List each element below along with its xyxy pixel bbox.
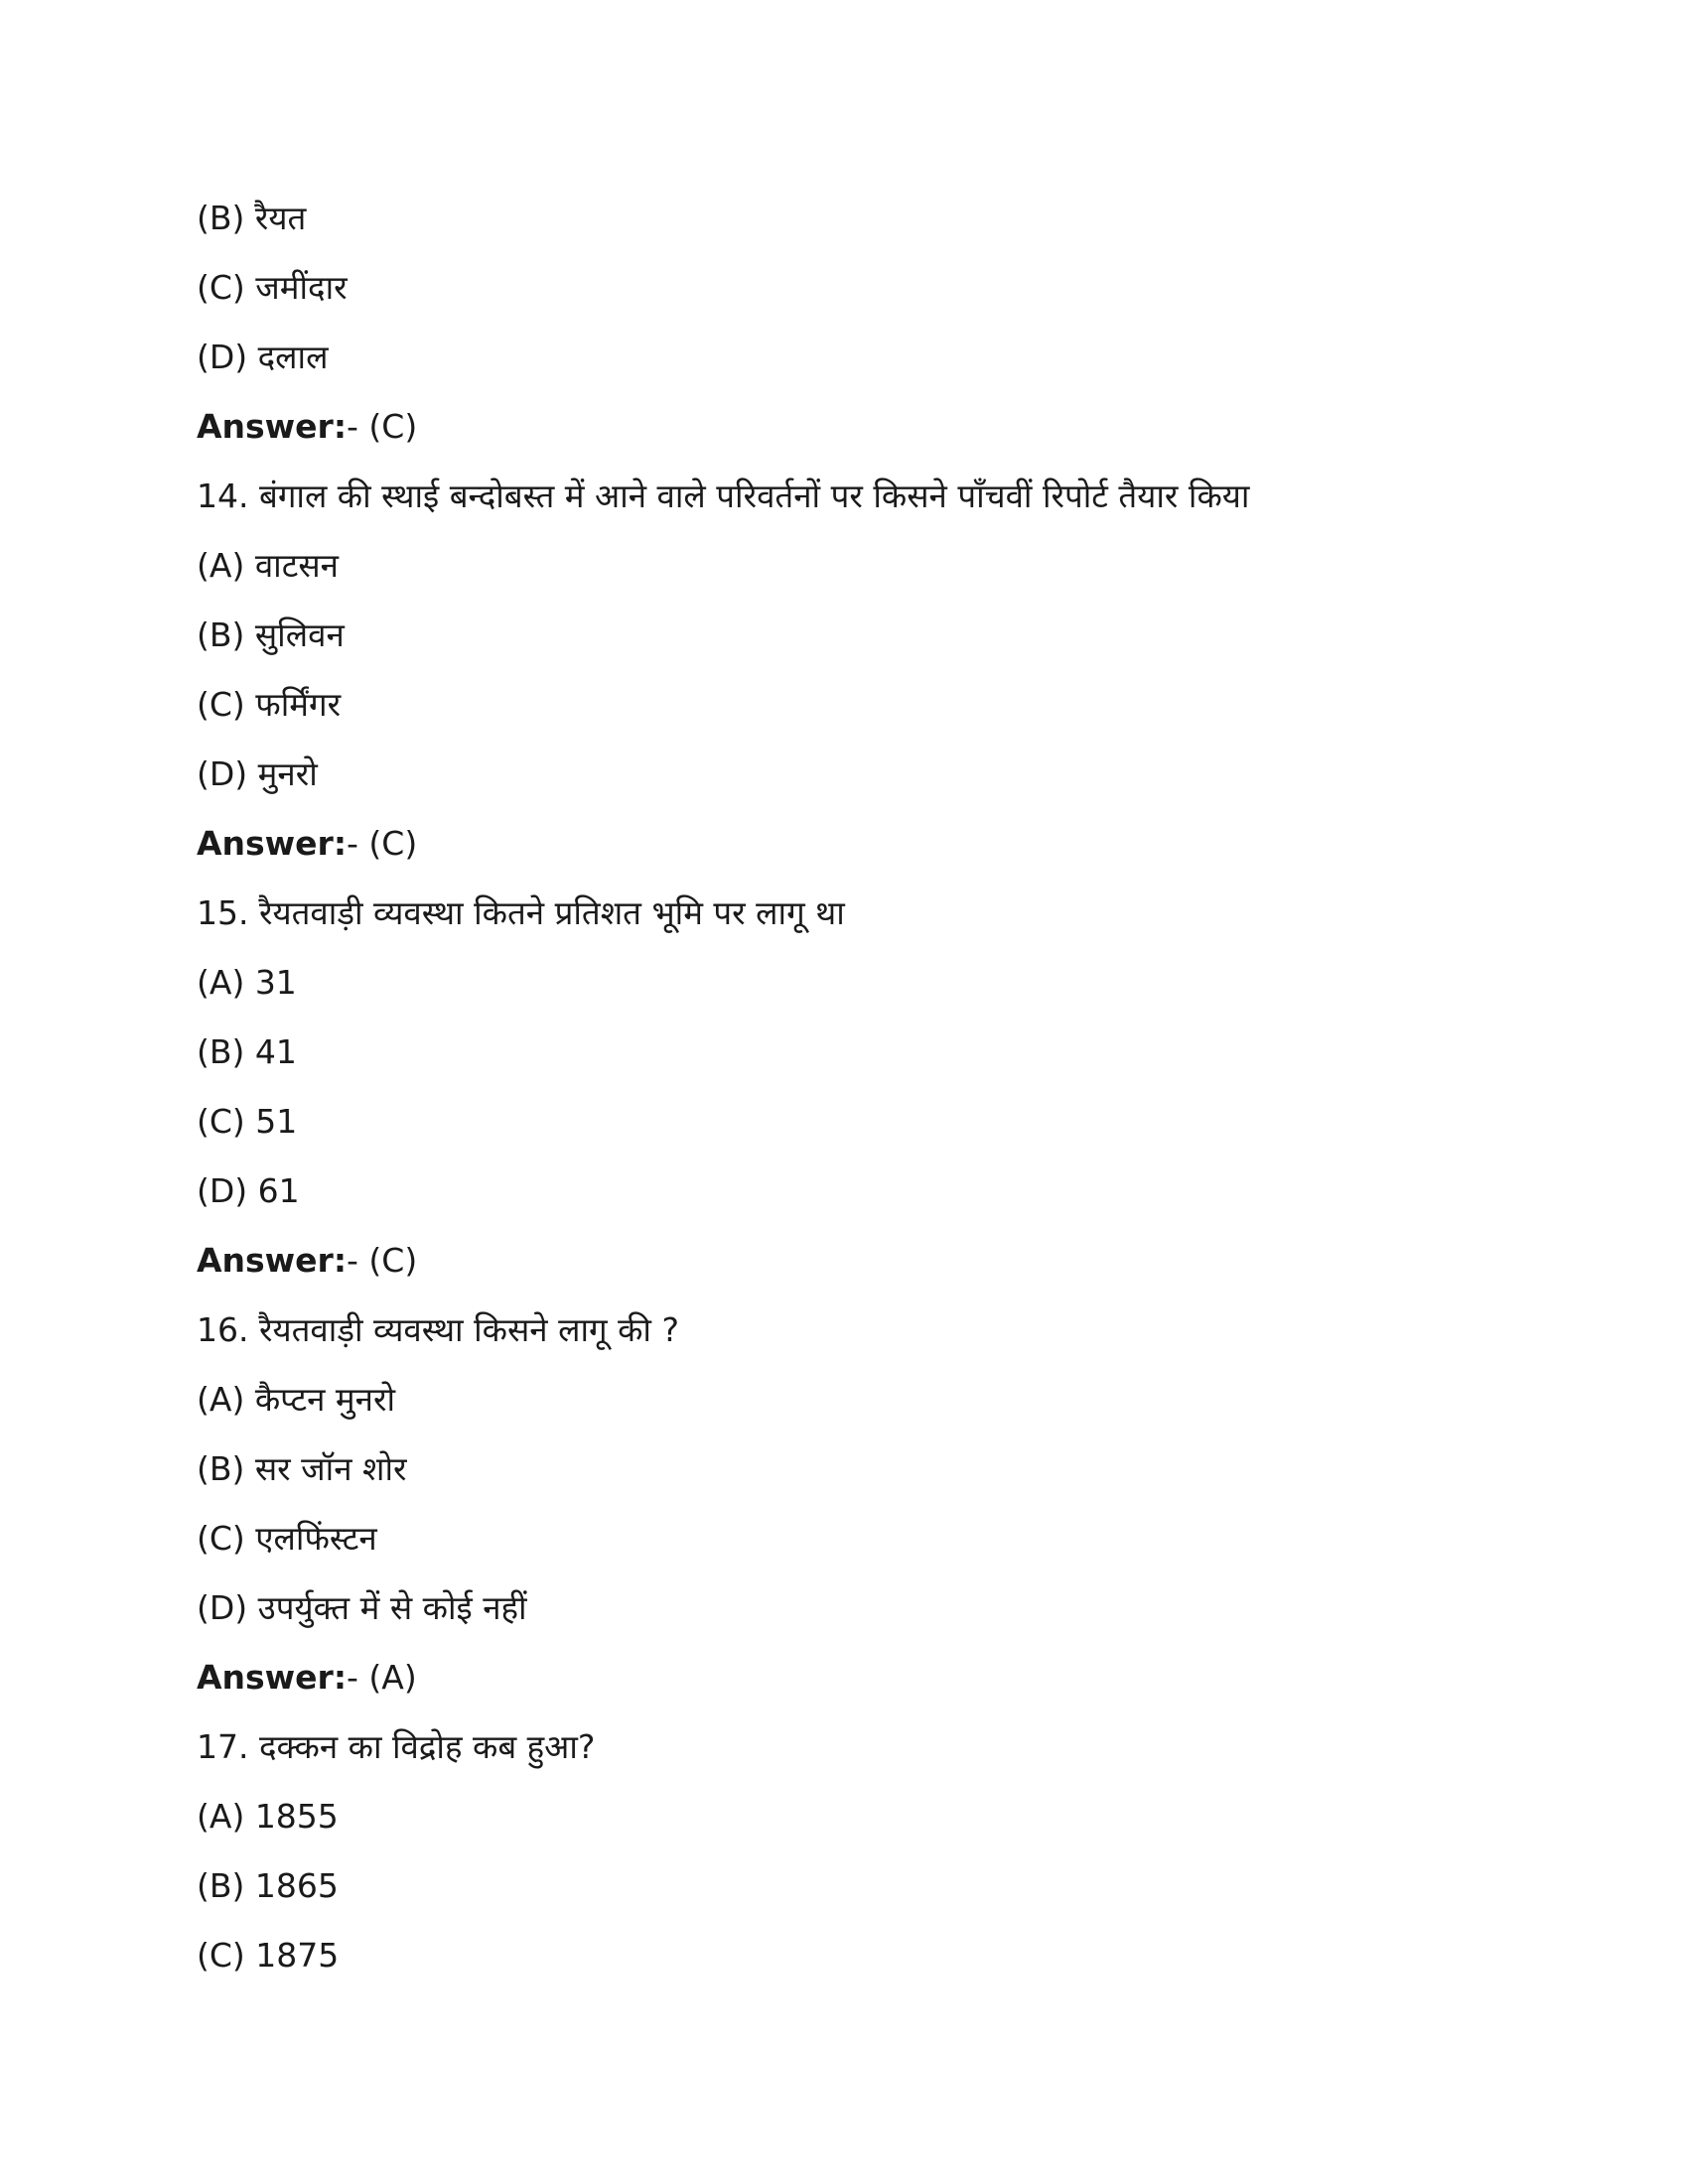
answer-value: - (C) bbox=[347, 1241, 418, 1280]
option-line: (B) सर जॉन शोर bbox=[197, 1449, 407, 1488]
option-line: (C) फर्मिंगर bbox=[197, 685, 342, 724]
question-line: 14. बंगाल की स्थाई बन्दोबस्त में आने वाले परिवर्तनों पर किसने पाँचवीं रिपोर्ट तैयार किया bbox=[197, 477, 1250, 515]
option-line: (C) 51 bbox=[197, 1102, 298, 1141]
answer-label: Answer: bbox=[197, 1241, 348, 1280]
answer-line bbox=[197, 1656, 417, 1700]
option-line: (B) 41 bbox=[197, 1032, 297, 1071]
answer-line bbox=[197, 1239, 417, 1283]
option-line: (A) 31 bbox=[197, 963, 297, 1002]
answer-value: - (A) bbox=[347, 1658, 417, 1697]
option-line: (A) कैप्टन मुनरो bbox=[197, 1380, 396, 1419]
answer-label: Answer: bbox=[197, 407, 348, 446]
answer-label: Answer: bbox=[197, 824, 348, 863]
answer-line bbox=[197, 405, 417, 449]
option-line: (D) मुनरो bbox=[197, 754, 318, 793]
question-line: 15. रैयतवाड़ी व्यवस्था कितने प्रतिशत भूमि पर लागू था bbox=[197, 893, 845, 932]
option-line: (C) जमींदार bbox=[197, 268, 348, 307]
option-line: (C) 1875 bbox=[197, 1936, 340, 1975]
answer-value: - (C) bbox=[347, 407, 418, 446]
answer-value: - (C) bbox=[347, 824, 418, 863]
answer-line bbox=[197, 822, 417, 866]
option-line: (D) उपर्युक्त में से कोई नहीं bbox=[197, 1588, 527, 1627]
question-line: 17. दक्कन का विद्रोह कब हुआ? bbox=[197, 1727, 596, 1766]
option-line: (B) 1865 bbox=[197, 1866, 339, 1905]
option-line: (A) 1855 bbox=[197, 1797, 339, 1836]
option-line: (A) वाटसन bbox=[197, 546, 339, 585]
answer-label: Answer: bbox=[197, 1658, 348, 1697]
option-line: (D) दलाल bbox=[197, 338, 329, 376]
option-line: (D) 61 bbox=[197, 1171, 300, 1210]
option-line: (C) एलफिंस्टन bbox=[197, 1519, 377, 1558]
option-line: (B) सुलिवन bbox=[197, 615, 345, 654]
question-line: 16. रैयतवाड़ी व्यवस्था किसने लागू की ? bbox=[197, 1310, 679, 1349]
option-line: (B) रैयत bbox=[197, 199, 307, 237]
